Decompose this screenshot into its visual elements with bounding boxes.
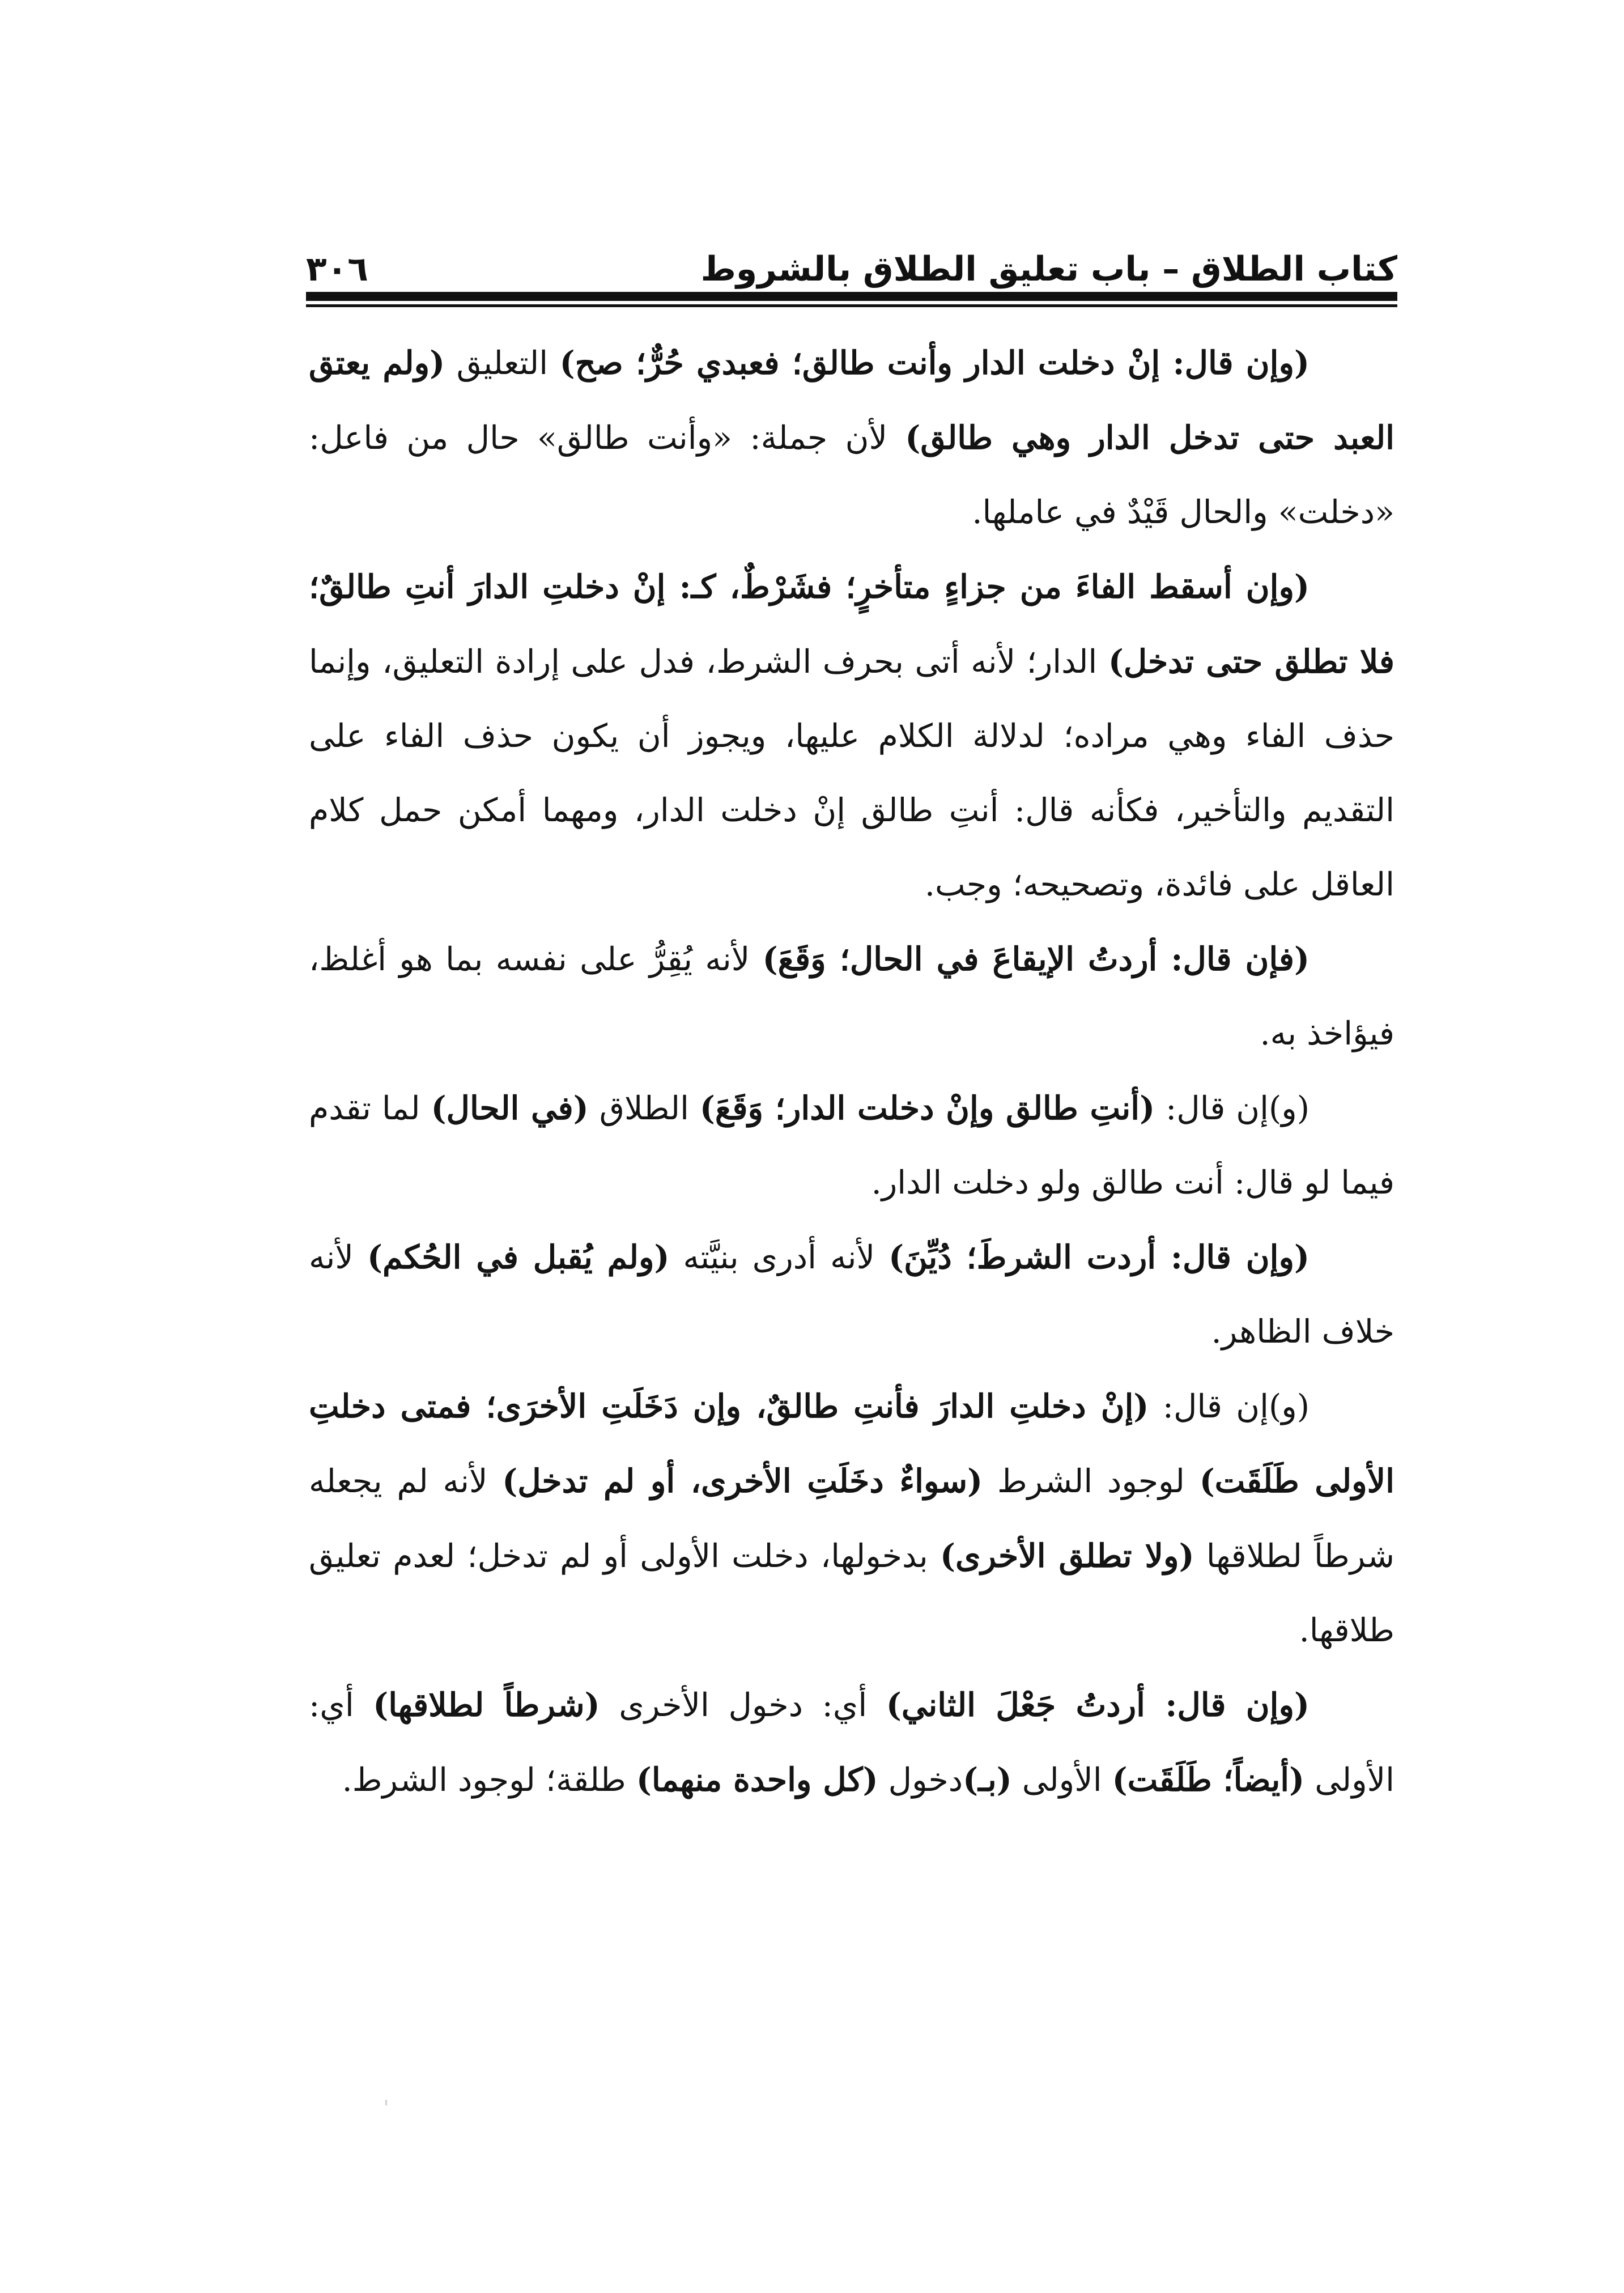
matn-text: (كل واحدة منهما): [636, 1761, 878, 1799]
sharh-text: بدخولها، دخلت الأولى أو لم تدخل؛ لعدم تعليق طلاقها.: [309, 1538, 1395, 1649]
matn-text: (ولم يُقبل في الحُكم): [367, 1238, 670, 1276]
sharh-text: أي: دخول الأخرى: [600, 1687, 886, 1724]
body-text: [309, 326, 1395, 1818]
sharh-text: لأن جملة: «وأنت طالق» حال من فاعل: «دخلت» والحال قَيْدٌ في عاملها.: [309, 419, 1395, 531]
header-rule-thick: [306, 292, 1397, 301]
matn-text: (في الحال): [431, 1089, 589, 1127]
sharh-text: لأنه لم يجعله شرطاً لطلاقها: [309, 1463, 1395, 1575]
sharh-text: لما تقدم فيما لو قال: أنت طالق ولو دخلت الدار.: [309, 1090, 1395, 1201]
sharh-text: طلقة؛ لوجود الشرط.: [342, 1761, 636, 1799]
sharh-text: لأنه أدرى بنيَّته: [669, 1239, 889, 1276]
sharh-text: الأولى: [1011, 1761, 1112, 1799]
sharh-text: التعليق: [445, 345, 560, 382]
running-header: [306, 224, 1397, 289]
paragraph-6: [309, 1369, 1395, 1668]
page-number: ٣٠٦: [306, 249, 368, 289]
paragraph-3: [309, 922, 1395, 1071]
paragraph-2: [309, 550, 1395, 922]
matn-text: (وإن قال: أردتُ جَعْلَ الثاني): [886, 1686, 1310, 1724]
matn-text: (ولا تطلق الأخرى): [939, 1537, 1194, 1575]
matn-text: (وإن قال: أردت الشرطَ؛ دُيِّنَ): [888, 1238, 1310, 1276]
matn-text: (ولم يعتق العبد حتى تدخل الدار وهي طالق): [309, 344, 1395, 457]
paragraph-5: [309, 1220, 1395, 1369]
sharh-text: (و)إن قال:: [1149, 1388, 1310, 1425]
matn-text: (وإن أسقط الفاءَ من جزاءٍ متأخرٍ؛ فشَرْطٌ، كـ: إنْ دخلتِ الدارَ أنتِ طالقٌ؛ فلا تطلق حتى تدخل): [309, 568, 1395, 681]
paragraph-7: [309, 1668, 1395, 1818]
sharh-text: لأنه خلاف الظاهر.: [309, 1239, 1395, 1351]
sharh-text: لوجود الشرط: [983, 1463, 1200, 1500]
chapter-title: كتاب الطلاق – باب تعليق الطلاق بالشروط: [700, 249, 1397, 289]
matn-text: (أنتِ طالق وإنْ دخلت الدار؛ وَقَعَ): [699, 1089, 1155, 1127]
paragraph-4: [309, 1071, 1395, 1220]
matn-text: (شرطاً لطلاقها): [373, 1686, 600, 1724]
sharh-text: الدار؛ لأنه أتى بحرف الشرط، فدل على إرادة التعليق، وإنما حذف الفاء وهي مراده؛ لدلالة الكلام عليها، ويجوز أن يكون حذف الفاء على التقديم والتأخير، فكأنه قال: أنتِ طالق إنْ دخلت الدار، ومهما أمكن حمل كلام العاقل على فائدة، وتصحيحه؛ وجب.: [309, 643, 1395, 903]
matn-text: (وإن قال: إنْ دخلت الدار وأنت طالق؛ فعبدي حُرٌّ؛ صح): [559, 344, 1310, 382]
sharh-text: لأنه يُقِرُّ على نفسه بما هو أغلظ، فيؤاخذ به.: [309, 941, 1395, 1052]
matn-text: (سواءٌ دخَلَتِ الأخرى، أو لم تدخل): [502, 1462, 983, 1500]
sharh-text: الطلاق: [588, 1090, 700, 1127]
header-rule-thin: [306, 304, 1397, 307]
matn-text: (أيضاً؛ طَلَقَت): [1112, 1761, 1305, 1799]
scan-mark: [385, 2100, 387, 2105]
sharh-text: دخول: [878, 1761, 963, 1799]
sharh-text: (و)إن قال:: [1155, 1090, 1310, 1127]
matn-text: (فإن قال: أردتُ الإيقاعَ في الحال؛ وَقَعَ): [762, 940, 1310, 978]
sharh-text: أي: الأولى: [309, 1687, 1395, 1799]
matn-text: (بـ): [963, 1761, 1012, 1799]
paragraph-1: [309, 326, 1395, 550]
matn-text: (إنْ دخلتِ الدارَ فأنتِ طالقٌ، وإن دَخَلَتِ الأخرَى؛ فمتى دخلتِ الأولى طَلَقَت): [309, 1387, 1395, 1500]
